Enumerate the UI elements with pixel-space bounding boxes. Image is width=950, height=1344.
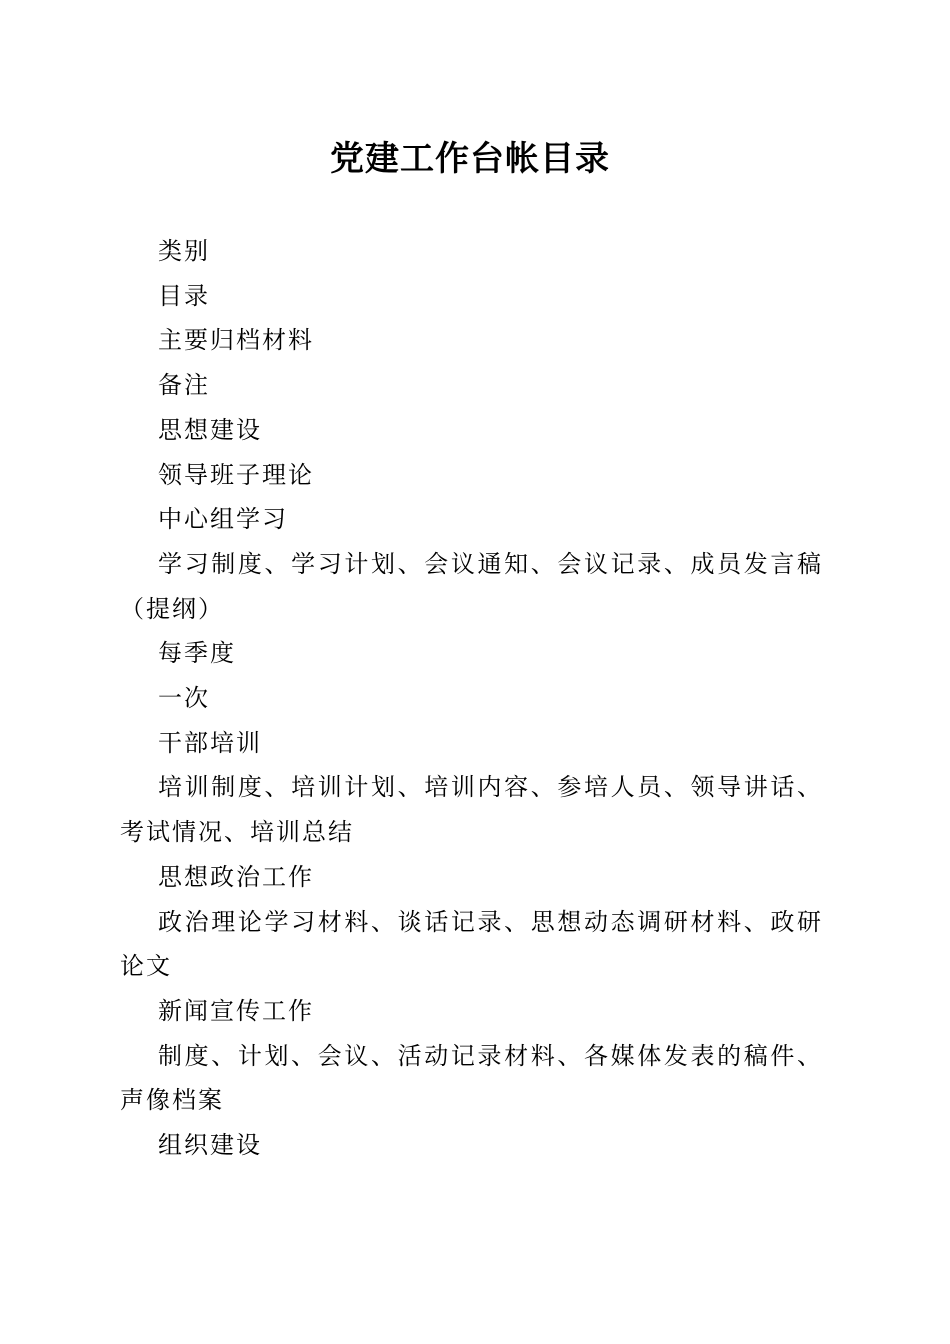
paragraph-ideological-building: 思想建设 — [158, 415, 262, 444]
document-body — [120, 229, 823, 1168]
paragraph-every-quarter: 每季度 — [158, 639, 236, 668]
paragraph-training-materials: 培训制度、培训计划、培训内容、参培人员、领导讲话、考试情况、培训总结 — [120, 773, 823, 847]
paragraph-organizational-building: 组织建设 — [158, 1131, 262, 1160]
paragraph-leadership-theory: 领导班子理论 — [158, 460, 314, 489]
paragraph-publicity-materials: 制度、计划、会议、活动记录材料、各媒体发表的稿件、声像档案 — [120, 1041, 823, 1115]
document-title: 党建工作台帐目录 — [330, 139, 610, 179]
paragraph-study-materials: 学习制度、学习计划、会议通知、会议记录、成员发言稿（提纲） — [120, 549, 823, 623]
paragraph-cadre-training: 干部培训 — [158, 728, 262, 757]
paragraph-category: 类别 — [158, 237, 210, 265]
paragraph-political-work: 思想政治工作 — [158, 862, 314, 891]
paragraph-political-materials: 政治理论学习材料、谈话记录、思想动态调研材料、政研论文 — [120, 907, 823, 981]
paragraph-once: 一次 — [158, 684, 210, 713]
paragraph-remarks: 备注 — [158, 371, 210, 400]
paragraph-central-group-study: 中心组学习 — [158, 505, 288, 534]
paragraph-news-publicity: 新闻宣传工作 — [158, 996, 314, 1025]
paragraph-catalog: 目录 — [158, 281, 210, 310]
paragraph-main-archive-materials: 主要归档材料 — [158, 326, 314, 355]
